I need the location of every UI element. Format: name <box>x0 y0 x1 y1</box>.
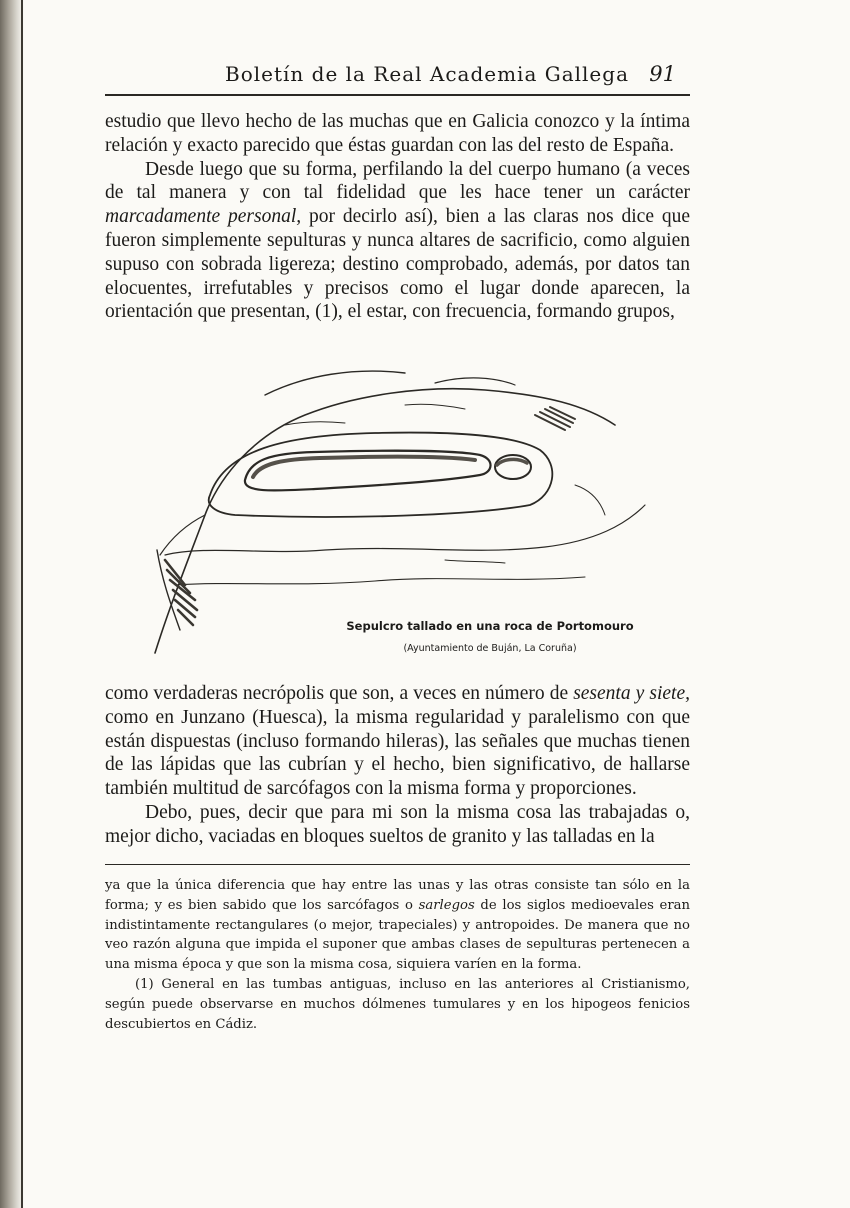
rock-ground-line <box>175 577 585 585</box>
paragraph-3-text-a: como verdaderas necrópolis que son, a veces en número de <box>105 683 574 704</box>
footnote-continuation <box>105 876 690 975</box>
footnotes <box>105 876 690 1034</box>
footnote-1: (1) General en las tumbas antiguas, incluso en las anteriores al Cristianismo, según puede observarse en muchos dólmenes tumulares y en los hipogeos fenicios descubiertos en Cádiz. <box>105 976 690 1032</box>
paragraph-1-text: estudio que llevo hecho de las muchas que en Galicia conozco y la íntima relación y exacto parecido que éstas guardan con las del resto de España. <box>105 111 690 156</box>
paragraph-4 <box>105 801 690 849</box>
paragraph-3-italic: sesenta y siete, <box>573 683 691 704</box>
rock-lower-edge <box>165 505 645 555</box>
footnote-continuation-text-b: de los siglos medioevales eran indistintamente rectangulares (o mejor, trapeciales) y antropoides. De manera que no veo razón alguna que impida el suponer que ambas clases de sepulturas pertenecen a una misma época y que son la misma cosa, siquiera varíen en la forma. <box>105 897 690 973</box>
footnote-italic-term: sarlegos <box>418 897 475 913</box>
body-text-bottom <box>105 682 690 849</box>
figure-subcaption: (Ayuntamiento de Buján, La Coruña) <box>403 643 577 654</box>
paragraph-2-italic: marcadamente personal, <box>105 206 302 228</box>
sketch-lines <box>155 371 645 653</box>
head-niche-shadow <box>497 459 527 465</box>
rock-outline-top <box>155 389 615 653</box>
footnote-continuation-text-a: ya que la única diferencia que hay entre las unas y las otras consiste tan sólo en la forma; y es bien sabido que los sarcófagos o <box>105 878 690 913</box>
sepulchre-shadow <box>253 457 475 477</box>
cliff-hatching <box>165 560 197 625</box>
journal-title: Boletín de la Real Academia Gallega <box>225 62 629 86</box>
right-hatching <box>535 407 575 430</box>
running-header <box>105 60 690 96</box>
paragraph-4-text: Debo, pues, decir que para mi son la misma cosa las trabajadas o, mejor dicho, vaciadas en bloques sueltos de granito y las talladas en la <box>105 801 690 847</box>
body-text-top <box>105 110 690 324</box>
paragraph-2-text-a: Desde luego que su forma, perfilando la del cuerpo humano (a veces de tal manera y con tal fidelidad que les hace tener un carácter <box>105 158 690 204</box>
figure-caption: Sepulcro tallado en una roca de Portomouro <box>346 619 634 633</box>
texture-strokes <box>285 404 605 563</box>
paragraph-1 <box>105 110 690 158</box>
paragraph-3-text-b: como en Junzano (Huesca), la misma regularidad y paralelismo con que están dispuestas (incluso formando hileras), las señales que muchas tienen de las lápidas que las cubrían y el hecho, bien significativo, de hallarse también multitud de sarcófagos con la misma forma y proporciones. <box>105 706 690 800</box>
page-number: 91 <box>649 62 676 86</box>
footnote-divider <box>105 864 690 865</box>
figure-rock-tomb <box>145 355 705 665</box>
paragraph-3 <box>105 682 690 801</box>
rock-outline-upper <box>265 371 405 395</box>
rock-ridge <box>435 378 515 385</box>
paragraph-2-text-b: por decirlo así), bien a las claras nos dice que fueron simplemente sepulturas y nunca altares de sacrificio, como alguien supuso con sobrada ligereza; destino comprobado, además, por datos tan elocuentes, irrefutables y precisos como el lugar donde aparecen, la orientación que presentan, (1), el estar, con frecuencia, formando grupos, <box>105 206 690 323</box>
page-binding-line <box>21 0 23 1208</box>
paragraph-2 <box>105 158 690 325</box>
